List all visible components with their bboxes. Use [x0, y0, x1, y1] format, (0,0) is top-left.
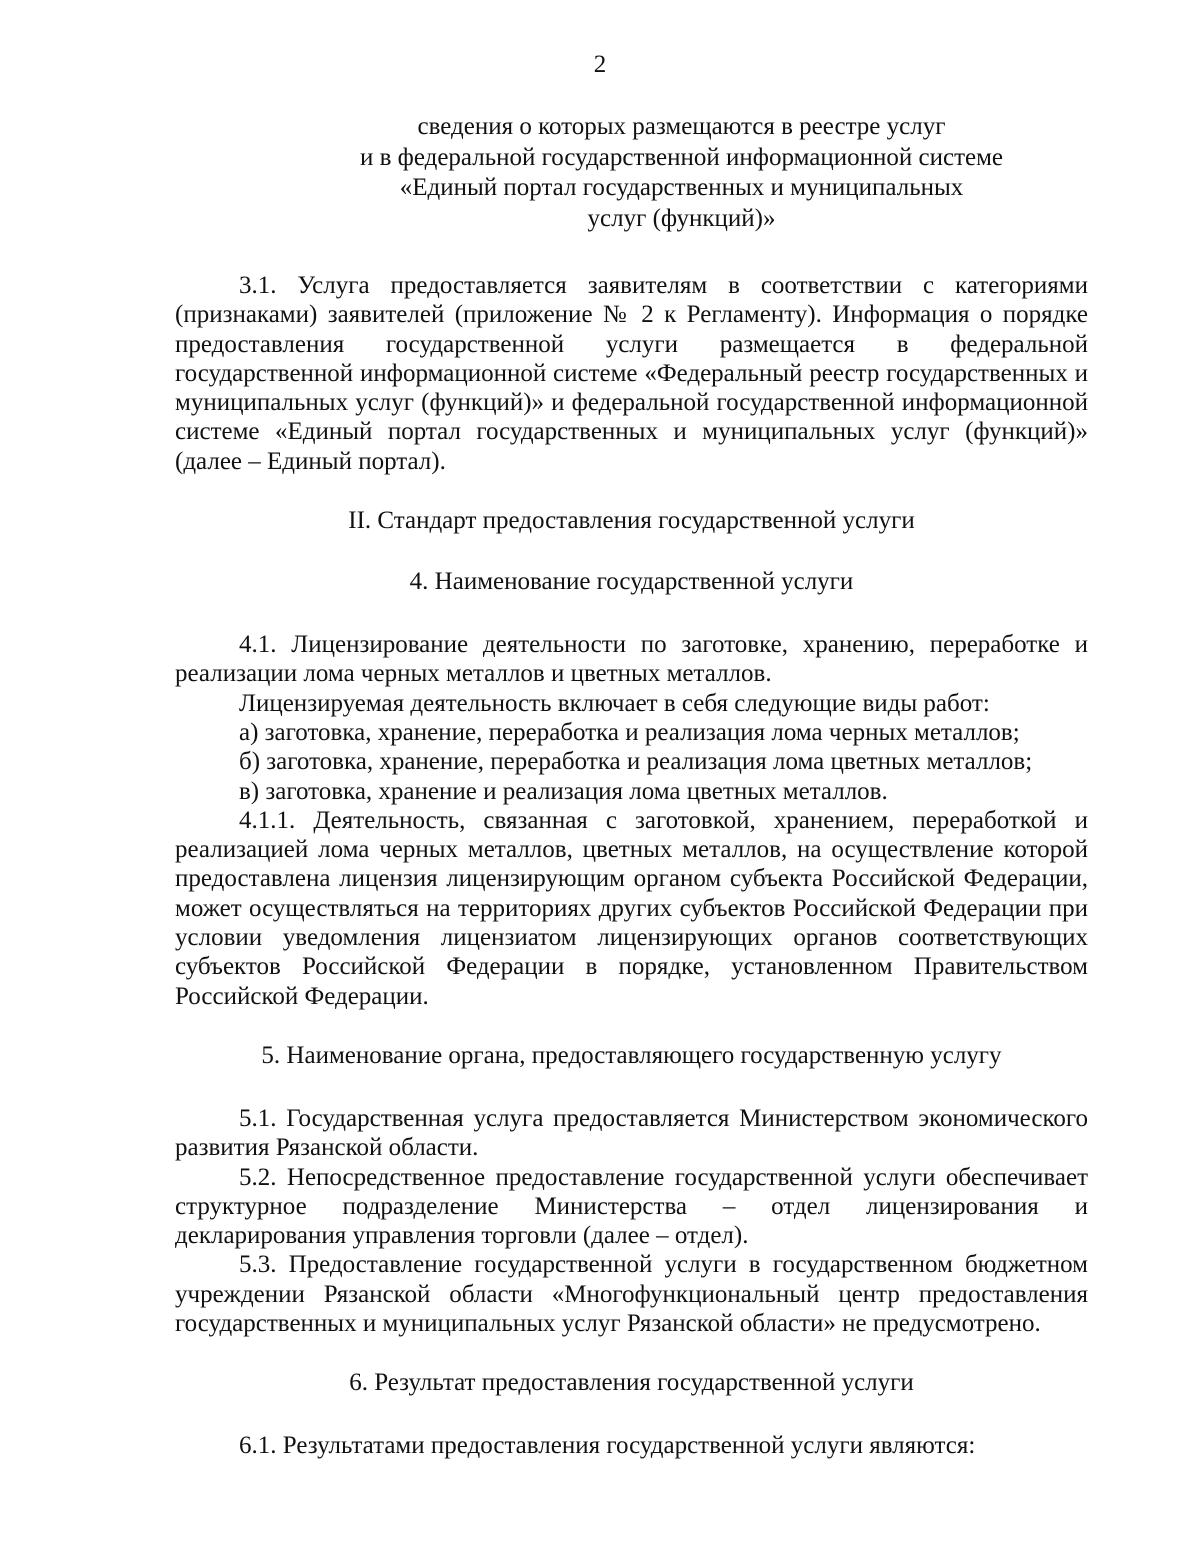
list-item-c: в) заготовка, хранение и реализация лома цветных металлов. — [239, 777, 888, 805]
paragraph-5-3: 5.3. Предоставление государственной услуги в государственном бюджетном учреждении Рязанской области «Многофункциональный центр предоставления государственных и муниципальных услуг Рязанской области» не предусмотрено. — [175, 1251, 1088, 1338]
paragraph-5-2: 5.2. Непосредственное предоставление государственной услуги обеспечивает структурное подразделение Министерства – отдел лицензирования и декларирования управления торговли (далее – отдел). — [175, 1163, 1088, 1250]
paragraph-4-1-1: 4.1.1. Деятельность, связанная с заготовкой, хранением, переработкой и реализацией лома черных металлов, цветных металлов, на осуществление которой предоставлена лицензия лицензирующим органом субъекта Российской Федерации, может осуществляться на территориях других субъектов Российской Федерации при условии уведомления лицензиатом лицензирующих органов соответствующих субъектов Российской Федерации в порядке, установленном Правительством Российской Федерации. — [175, 806, 1088, 1010]
heading-4: 4. Наименование государственной услуги — [409, 568, 854, 596]
intro-heading-line: услуг (функций)» — [587, 204, 776, 232]
heading-6: 6. Результат предоставления государственной услуги — [349, 1369, 914, 1397]
section-heading-2: II. Стандарт предоставления государственной услуги — [348, 507, 915, 535]
list-item-a: а) заготовка, хранение, переработка и реализация лома черных металлов; — [239, 718, 1020, 746]
paragraph-3-1: 3.1. Услуга предоставляется заявителям в соответствии с категориями (признаками) заявителей (приложение № 2 к Регламенту). Информация о порядке предоставления государственной услуги размещается в федеральной государственной информационной системе «Федеральный реестр государственных и муниципальных услуг (функций)» и федеральной государственной информационной системе «Единый портал государственных и муниципальных услуг (функций)» (далее – Единый портал). — [175, 272, 1088, 475]
page-number: 2 — [593, 51, 607, 78]
intro-heading-line: «Единый портал государственных и муниципальных — [399, 174, 964, 201]
paragraph-5-1: 5.1. Государственная услуга предоставляется Министерством экономического развития Рязанской области. — [175, 1104, 1088, 1162]
document-body — [175, 112, 1088, 1461]
intro-heading — [275, 112, 1088, 234]
heading-5: 5. Наименование органа, предоставляющего государственную услугу — [261, 1041, 1002, 1069]
list-item-b: б) заготовка, хранение, переработка и реализация лома цветных металлов; — [239, 748, 1033, 776]
paragraph-4-1: 4.1. Лицензирование деятельности по заготовке, хранению, переработке и реализации лома черных металлов и цветных металлов. — [175, 631, 1088, 688]
intro-heading-line: и в федеральной государственной информационной системе — [359, 143, 1004, 171]
paragraph-4-1-intro: Лицензируемая деятельность включает в себя следующие виды работ: — [239, 689, 990, 717]
intro-heading-line: сведения о которых размещаются в реестре услуг — [417, 113, 946, 140]
paragraph-6-1: 6.1. Результатами предоставления государственной услуги являются: — [239, 1432, 976, 1460]
